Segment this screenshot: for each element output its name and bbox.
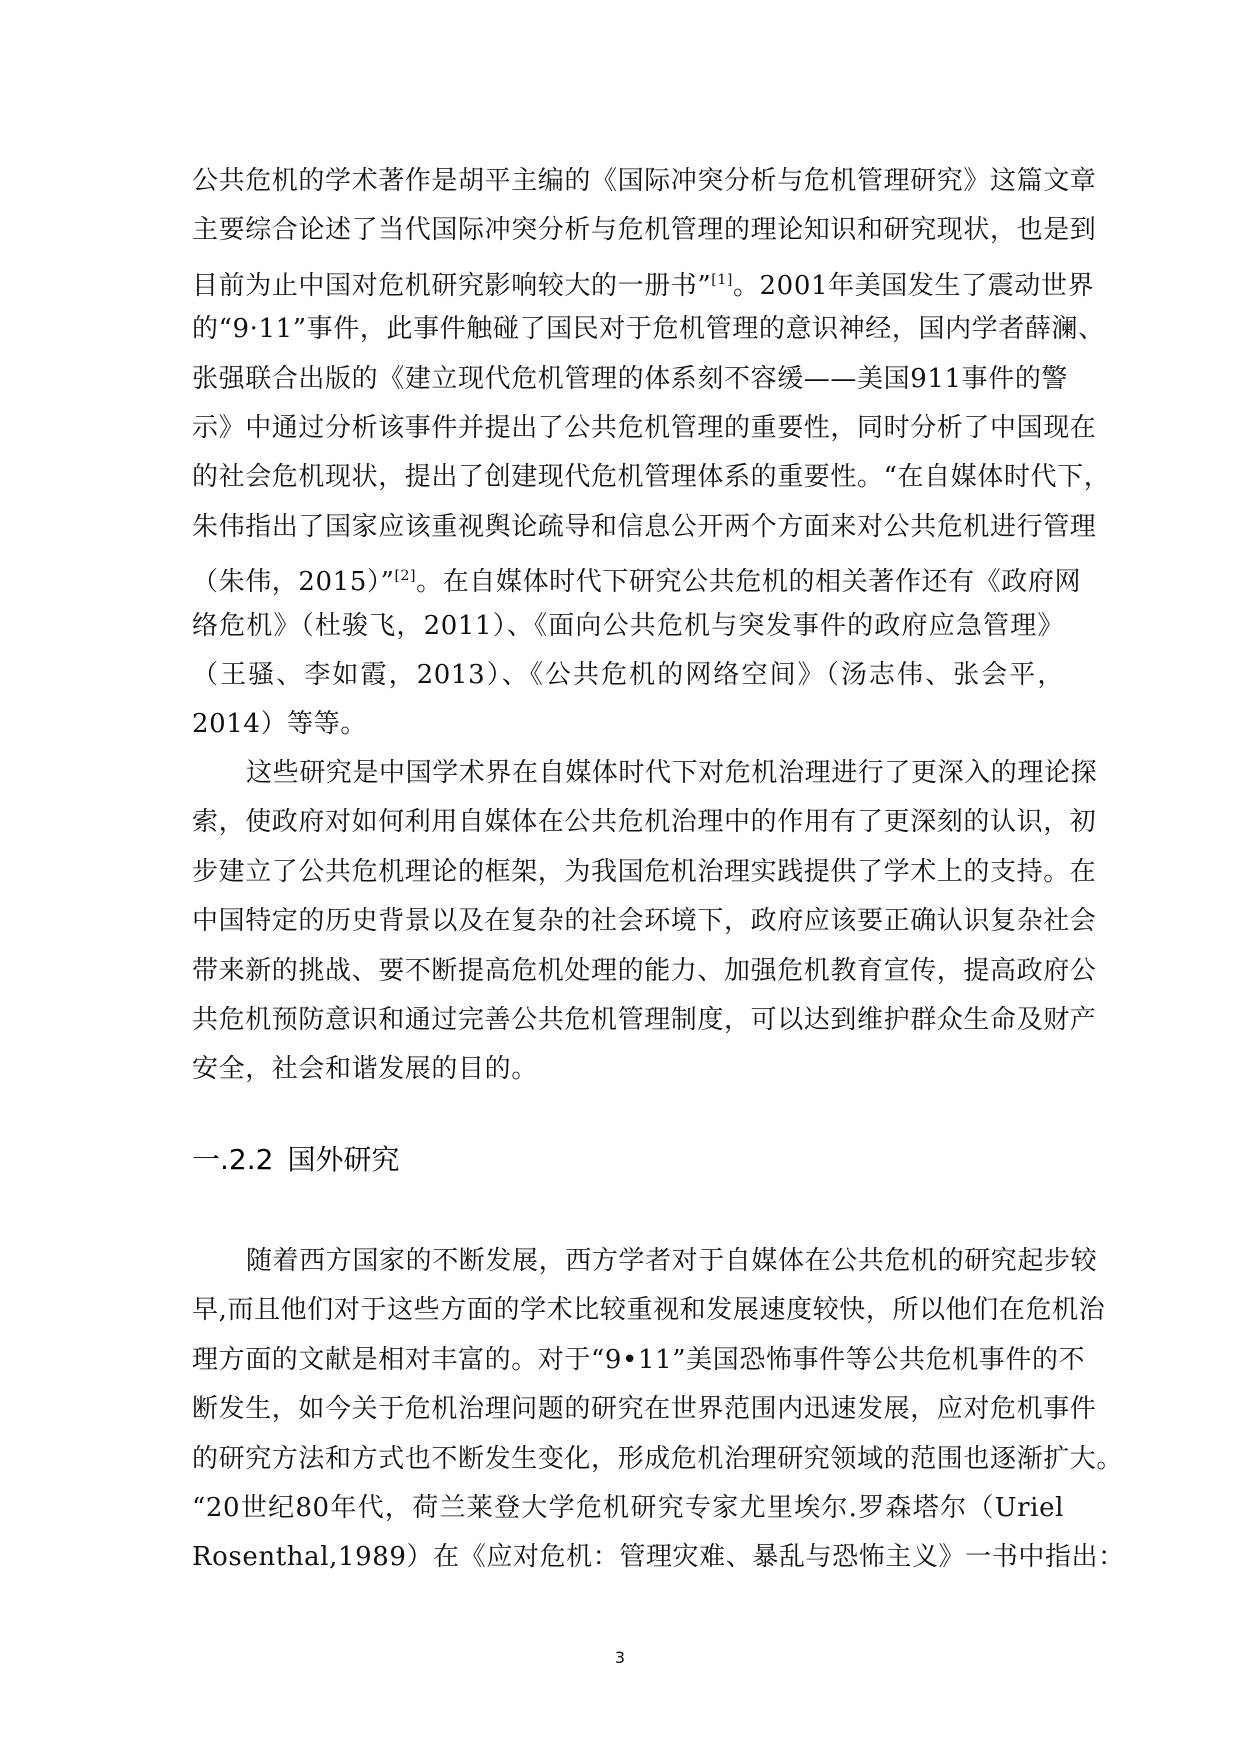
text-line: 示》中通过分析该事件并提出了公共危机管理的重要性，同时分析了中国现在 <box>192 412 1097 443</box>
text-segment: （朱伟，2015）” <box>192 567 395 598</box>
text-line: （王骚、李如霞，2013）、《公共危机的网络空间》（汤志伟、张会平， <box>192 659 1064 690</box>
text-line: 的“9·11”事件，此事件触碰了国民对于危机管理的意识神经，国内学者薛澜、 <box>192 314 1105 345</box>
text-segment: 。在自媒体时代下研究公共危机的相关著作还有《政府网 <box>416 567 1082 598</box>
section-heading <box>192 1140 399 1180</box>
citation-2[interactable]: [2] <box>394 568 417 585</box>
text-line: 随着西方国家的不断发展，西方学者对于自媒体在公共危机的研究起步较 <box>246 1246 1098 1276</box>
text-line: 这些研究是中国学术界在自媒体时代下对危机治理进行了更深入的理论探 <box>246 758 1098 788</box>
page-number: 3 <box>614 1648 626 1667</box>
text-line: 主要综合论述了当代国际冲突分析与危机管理的理论知识和研究现状，也是到 <box>192 215 1097 246</box>
text-line: 络危机》（杜骏飞，2011）、《面向公共危机与突发事件的政府应急管理》 <box>192 610 1064 641</box>
text-line <box>192 256 1095 305</box>
paragraph-foreign-research <box>192 1237 1125 1583</box>
section-number: 一.2.2 <box>192 1143 274 1176</box>
text-line: “20世纪80年代，荷兰莱登大学危机研究专家尤里埃尔.罗森塔尔（Uriel <box>192 1492 1064 1523</box>
text-line <box>192 552 1082 601</box>
text-line: 早,而且他们对于这些方面的学术比较重视和发展速度较快，所以他们在危机治 <box>192 1295 1106 1326</box>
text-line: Rosenthal,1989）在《应对危机：管理灾难、暴乱与恐怖主义》一书中指出： <box>192 1542 1125 1573</box>
text-line: 中国特定的历史背景以及在复杂的社会环境下，政府应该要正确认识复杂社会 <box>192 906 1097 937</box>
text-line: 公共危机的学术著作是胡平主编的《国际冲突分析与危机管理研究》这篇文章 <box>192 166 1097 196</box>
citation-1[interactable]: [1] <box>711 271 733 288</box>
text-line: 步建立了公共危机理论的框架，为我国危机治理实践提供了学术上的支持。在 <box>192 856 1097 887</box>
text-segment: 。2001年美国发生了震动世界 <box>732 270 1095 301</box>
paragraph-domestic-works <box>192 157 1111 750</box>
text-line: 共危机预防意识和通过完善公共危机管理制度，可以达到维护群众生命及财产 <box>192 1004 1097 1035</box>
text-line: 的研究方法和方式也不断发生变化，形成危机治理研究领域的范围也逐渐扩大。 <box>192 1443 1124 1474</box>
text-line: 索，使政府对如何利用自媒体在公共危机治理中的作用有了更深刻的认识，初 <box>192 807 1097 838</box>
section-title: 国外研究 <box>287 1143 400 1176</box>
text-line: 张强联合出版的《建立现代危机管理的体系刻不容缓——美国911事件的警 <box>192 363 1069 394</box>
text-segment: 目前为止中国对危机研究影响较大的一册书” <box>192 270 712 301</box>
text-line: 断发生，如今关于危机治理问题的研究在世界范围内迅速发展，应对危机事件 <box>192 1394 1097 1425</box>
text-line: 安全，社会和谐发展的目的。 <box>192 1054 538 1085</box>
paragraph-summary <box>192 749 1098 1095</box>
text-line: 朱伟指出了国家应该重视舆论疏导和信息公开两个方面来对公共危机进行管理 <box>192 511 1097 542</box>
text-line: 理方面的文献是相对丰富的。对于“9•11”美国恐怖事件等公共危机事件的不 <box>192 1344 1086 1375</box>
text-line: 的社会危机现状，提出了创建现代危机管理体系的重要性。“在自媒体时代下， <box>192 462 1111 493</box>
text-line: 2014）等等。 <box>192 709 367 740</box>
text-line: 带来新的挑战、要不断提高危机处理的能力、加强危机教育宣传，提高政府公 <box>192 955 1097 986</box>
